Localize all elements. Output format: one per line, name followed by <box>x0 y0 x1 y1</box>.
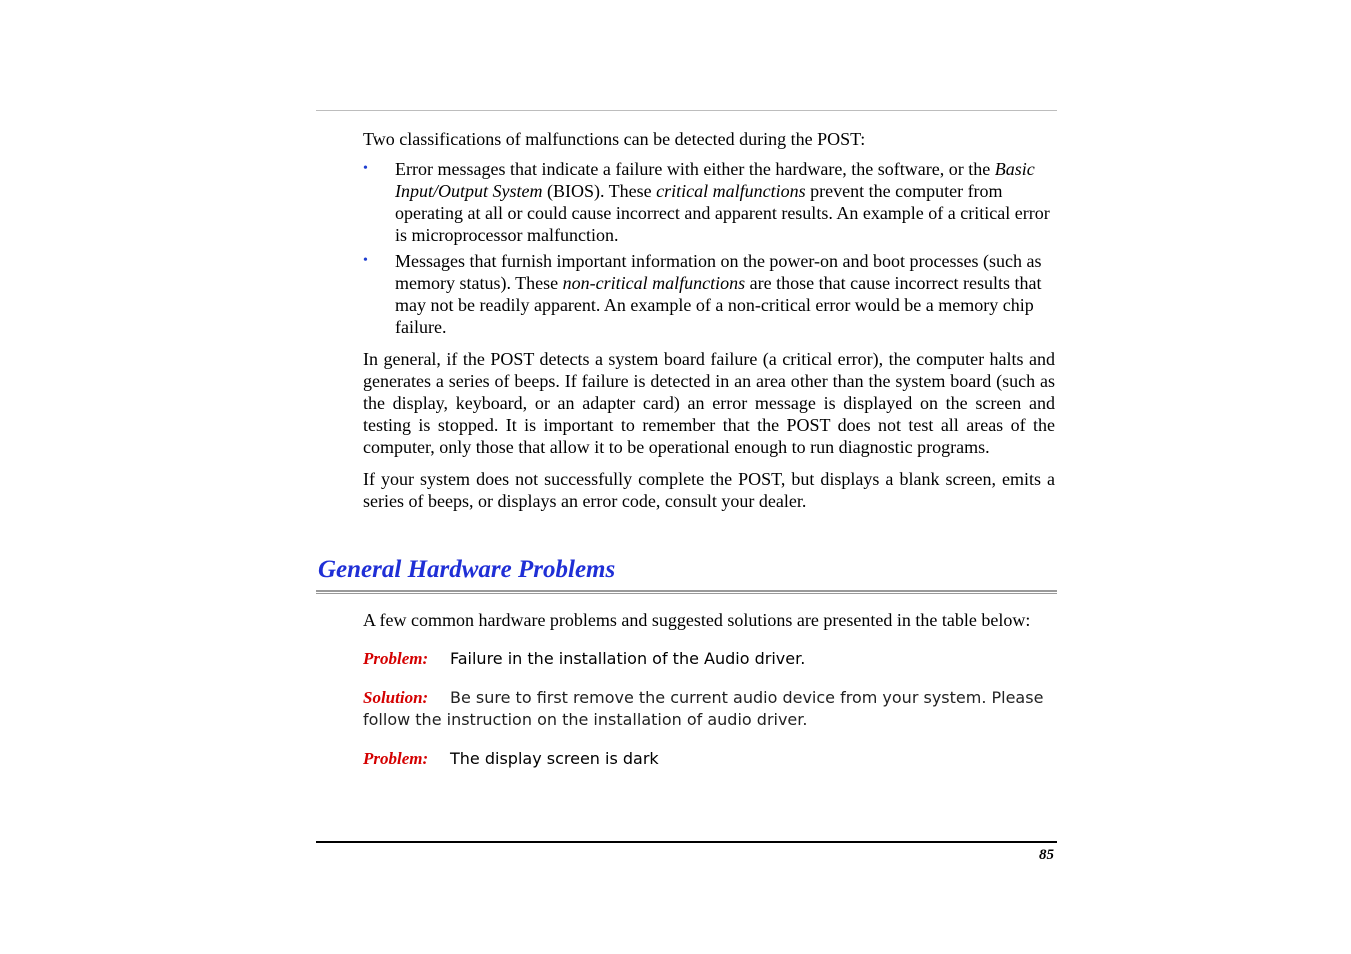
footer-rule <box>316 841 1057 843</box>
section-intro: A few common hardware problems and suggested solutions are presented in the table below: <box>363 610 1031 630</box>
critical-term: critical malfunctions <box>656 181 806 201</box>
solution-text: Be sure to first remove the current audio device from your system. Please follow the instruction on the installation of audio driver. <box>363 688 1044 729</box>
bullet-icon: • <box>363 161 368 176</box>
problem-label: Problem: <box>363 749 429 768</box>
section-heading: General Hardware Problems <box>318 556 616 583</box>
intro-paragraph: Two classifications of malfunctions can be detected during the POST: <box>363 129 866 149</box>
post-failure-paragraph: If your system does not successfully complete the POST, but displays a blank screen, emits a series of beeps, or displays an error code, consult your dealer. <box>363 469 1055 511</box>
page-number: 85 <box>1039 847 1054 863</box>
general-paragraph: In general, if the POST detects a system board failure (a critical error), the computer halts and generates a series of beeps. If failure is detected in an area other than the system board (such as the display, keyboard, or an adapter card) an error message is displayed on the screen and testing is stopped. It is important to remember that the POST does not test all areas of the computer, only those that allow it to be operational enough to run diagnostic programs. <box>363 349 1055 457</box>
top-rule <box>316 110 1057 111</box>
malfunction-list <box>363 158 1055 338</box>
problem-label: Problem: <box>363 649 429 668</box>
solution-label: Solution: <box>363 688 429 707</box>
problem-item <box>363 648 1055 670</box>
section-content <box>363 609 1055 770</box>
problem-item <box>363 748 1055 770</box>
problem-text: The display screen is dark <box>450 749 659 768</box>
list-item-noncritical: • Messages that furnish important information on the power-on and boot processes (such as memory status). These non-critical malfunctions are those that cause incorrect results that may not be readily apparent. An example of a non-critical error would be a memory chip failure. <box>363 251 1042 337</box>
heading-rule <box>316 590 1057 594</box>
problem-text: Failure in the installation of the Audio driver. <box>450 649 806 668</box>
body-content <box>363 128 1055 512</box>
bios-term: Basic Input/Output System <box>395 159 1035 201</box>
list-item-critical: • Error messages that indicate a failure with either the hardware, the software, or the Basic Input/Output System (BIOS). These critical malfunctions prevent the computer from operating at all or could cause incorrect and apparent results. An example of a critical error is microprocessor malfunction. <box>363 159 1050 245</box>
noncritical-term: non-critical malfunctions <box>562 273 746 293</box>
solution-item <box>363 687 1055 731</box>
bullet-icon: • <box>363 253 368 268</box>
